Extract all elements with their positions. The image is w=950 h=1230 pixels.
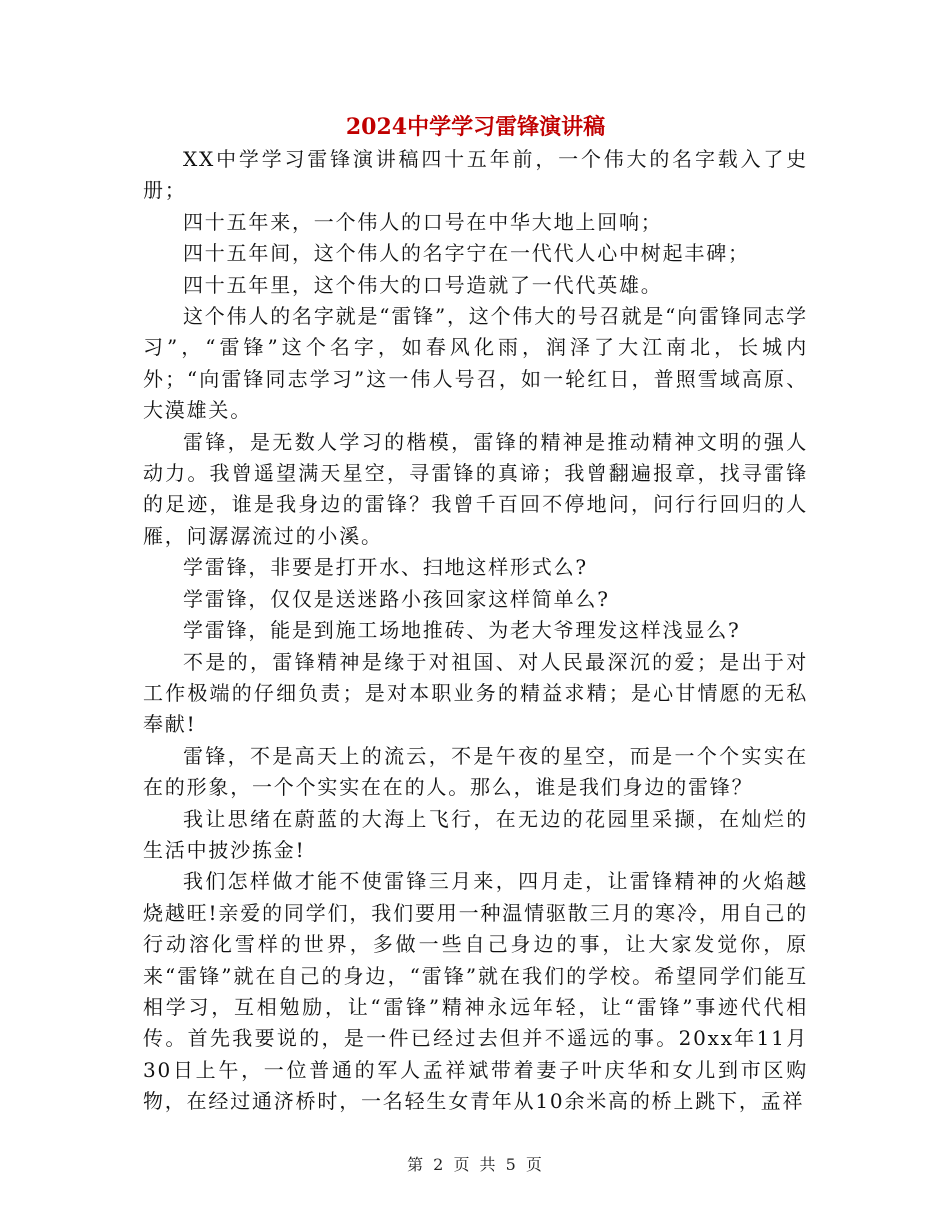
document-title: 2024中学学习雷锋演讲稿 — [345, 114, 606, 140]
paragraph: 我让思绪在蔚蓝的大海上飞行，在无边的花园里采撷，在灿烂的生活中披沙拣金! — [143, 806, 808, 862]
paragraph: 不是的，雷锋精神是缘于对祖国、对人民最深沉的爱；是出于对工作极端的仔细负责；是对本职业务的精益求精；是心甘情愿的无私奉献! — [143, 649, 808, 737]
document-body — [143, 110, 808, 1118]
paragraph: 我们怎样做才能不使雷锋三月来，四月走，让雷锋精神的火焰越烧越旺!亲爱的同学们，我们要用一种温情驱散三月的寒冷，用自己的行动溶化雪样的世界，多做一些自己身边的事，让大家发觉你，原来“雷锋”就在自己的身边，“雷锋”就在我们的学校。希望同学们能互相学习，互相勉励，让“雷锋”精神永远年轻，让“雷锋”事迹代代相传。首先我要说的，是一件已经过去但并不遥远的事。20xx年11月30日上午，一位普通的军人孟祥斌带着妻子叶庆华和女儿到市区购物，在经过通济桥时，一名轻生女青年从10余米高的桥上跳下，孟祥 — [143, 869, 808, 1114]
page-number-footer: 第 2 页 共 5 页 — [407, 1155, 543, 1174]
paragraph: 四十五年里，这个伟大的口号造就了一代代英雄。 — [183, 272, 663, 297]
paragraph: 四十五年来，一个伟人的口号在中华大地上回响； — [183, 209, 663, 234]
paragraph: XX中学学习雷锋演讲稿四十五年前，一个伟大的名字载入了史册； — [143, 147, 808, 203]
paragraph: 这个伟人的名字就是“雷锋”，这个伟大的号召就是“向雷锋同志学习”，“雷锋”这个名字，如春风化雨，润泽了大江南北，长城内外；“向雷锋同志学习”这一伟人号召，如一轮红日，普照雪域高原、大漠雄关。 — [143, 304, 808, 423]
paragraph: 雷锋，是无数人学习的楷模，雷锋的精神是推动精神文明的强人动力。我曾遥望满天星空，寻雷锋的真谛；我曾翻遍报章，找寻雷锋的足迹，谁是我身边的雷锋？我曾千百回不停地问，问行行回归的人雁，问潺潺流过的小溪。 — [143, 429, 808, 548]
paragraph: 四十五年间，这个伟人的名字宁在一代代人心中树起丰碑； — [183, 241, 750, 266]
paragraph: 学雷锋，仅仅是送迷路小孩回家这样简单么? — [183, 586, 610, 611]
paragraph: 学雷锋，能是到施工场地推砖、为老大爷理发这样浅显么? — [183, 618, 741, 643]
paragraph: 雷锋，不是高天上的流云，不是午夜的星空，而是一个个实实在在的形象，一个个实实在在的人。那么，谁是我们身边的雷锋？ — [143, 743, 808, 800]
paragraph: 学雷锋，非要是打开水、扫地这样形式么? — [183, 555, 588, 580]
